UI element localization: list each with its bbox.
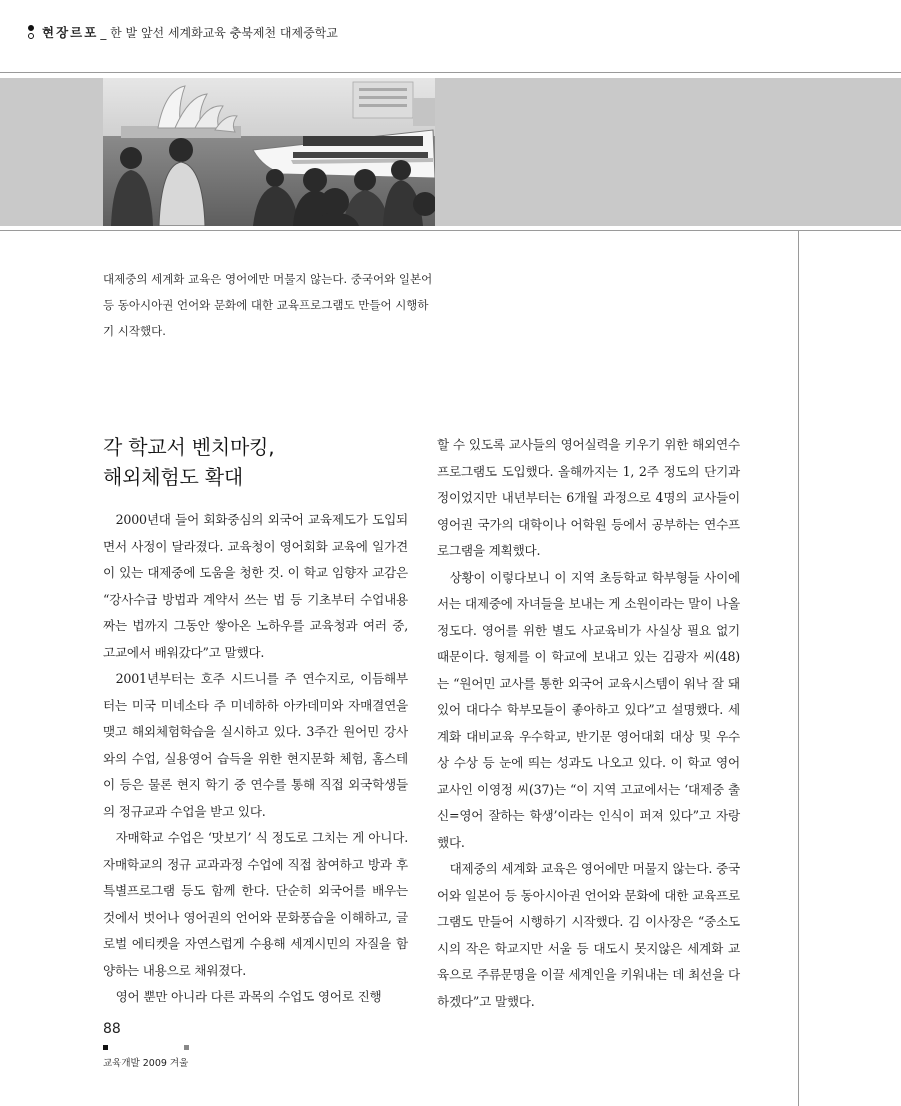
article-photo xyxy=(103,78,435,226)
section-label: 현장르포 xyxy=(42,25,99,40)
section-marker-icon xyxy=(28,25,34,39)
paragraph: 2001년부터는 호주 시드니를 주 연수지로, 이듬해부터는 미국 미네소타 주 미네하하 아카데미와 자매결연을 맺고 해외체험학습을 실시하고 있다. 3주간 원어민 강사와의 수업, 실용영어 습득을 위한 현지문화 체험, 홈스테이 등은 물론 현지 학기 중 연수를 통해 직접 외국학생들의 정규교과 수업을 받고 있다. xyxy=(103,671,408,819)
header-rule xyxy=(0,72,901,73)
headline-line-2: 해외체험도 확대 xyxy=(103,465,243,489)
photo-caption: 대제중의 세계화 교육은 영어에만 머물지 않는다. 중국어와 일본어 등 동아시아권 언어와 문화에 대한 교육프로그램도 만들어 시행하기 시작했다. xyxy=(103,272,433,338)
paragraph-continuation: 할 수 있도록 교사들의 영어실력을 키우기 위한 해외연수프로그램도 도입했다. 올해까지는 1, 2주 정도의 단기과정이었지만 내년부터는 6개월 과정으로 4명의 교사들이 영어권 국가의 대학이나 어학원 등에서 공부하는 연수프로그램을 계획했다. xyxy=(437,437,740,558)
footer-square-icon xyxy=(103,1045,108,1050)
article-right-column xyxy=(437,432,740,1015)
paragraph: 자매학교 수업은 ‘맛보기’ 식 정도로 그치는 게 아니다. 자매학교의 정규 교과과정 수업에 직접 참여하고 방과 후 특별프로그램 등도 함께 한다. 단순히 외국어를 배우는 것에서 벗어나 영어권의 언어와 문화풍습을 이해하고, 글로벌 에티켓을 자연스럽게 수용해 세계시민의 자질을 함양하는 내용으로 채워졌다. xyxy=(103,830,408,978)
photo-sydney-opera-house-students-icon xyxy=(103,78,435,226)
publication-name: 교육개발 2009 겨울 xyxy=(103,1058,189,1069)
margin-rule xyxy=(798,230,799,1106)
paragraph: 상황이 이렇다보니 이 지역 초등학교 학부형들 사이에서는 대제중에 자녀들을 보내는 게 소원이라는 말이 나올 정도다. 영어를 위한 별도 사교육비가 사실상 필요 없기 때문이다. 형제를 이 학교에 보내고 있는 김광자 씨(48)는 “원어민 교사를 통한 외국어 교육시스템이 워낙 잘 돼 있어 대다수 학부모들이 좋아하고 있다”고 설명했다. 세계화 대비교육 우수학교, 반기문 영어대회 대상 및 우수상 수상 등 눈에 띄는 성과도 나오고 있다. 이 학교 영어교사인 이영정 씨(37)는 “이 지역 고교에서는 ‘대제중 출신=영어 잘하는 학생’이라는 인식이 퍼져 있다”고 자랑했다. xyxy=(437,569,740,850)
page-header xyxy=(28,22,338,42)
paragraph: 2000년대 들어 회화중심의 외국어 교육제도가 도입되면서 사정이 달라졌다. 교육청이 영어회화 교육에 일가견이 있는 대제중에 도움을 청한 것. 이 학교 임향자 교감은 “강사수급 방법과 계약서 쓰는 법 등 기초부터 수업내용 짜는 법까지 그동안 쌓아온 노하우를 교육청과 여러 중, 고교에서 배워갔다”고 말했다. xyxy=(103,512,408,660)
article-left-column xyxy=(103,432,408,1011)
article-headline xyxy=(103,432,408,492)
footer-square-icon xyxy=(184,1045,189,1050)
paragraph: 영어 뿐만 아니라 다른 과목의 수업도 영어로 진행 xyxy=(115,989,382,1004)
band-rule xyxy=(0,230,901,231)
page-number: 88 xyxy=(103,1021,121,1037)
paragraph: 대제중의 세계화 교육은 영어에만 머물지 않는다. 중국어와 일본어 등 동아시아권 언어와 문화에 대한 교육프로그램도 만들어 시행하기 시작했다. 김 이사장은 “중소도시의 작은 학교지만 서울 등 대도시 못지않은 세계화 교육으로 주류문명을 이끌 세계인을 키워내는 데 최선을 다하겠다”고 말했다. xyxy=(437,861,740,1009)
header-subtitle: _ 한 발 앞선 세계화교육 충북제천 대제중학교 xyxy=(100,25,338,40)
headline-line-1: 각 학교서 벤치마킹, xyxy=(103,435,275,459)
